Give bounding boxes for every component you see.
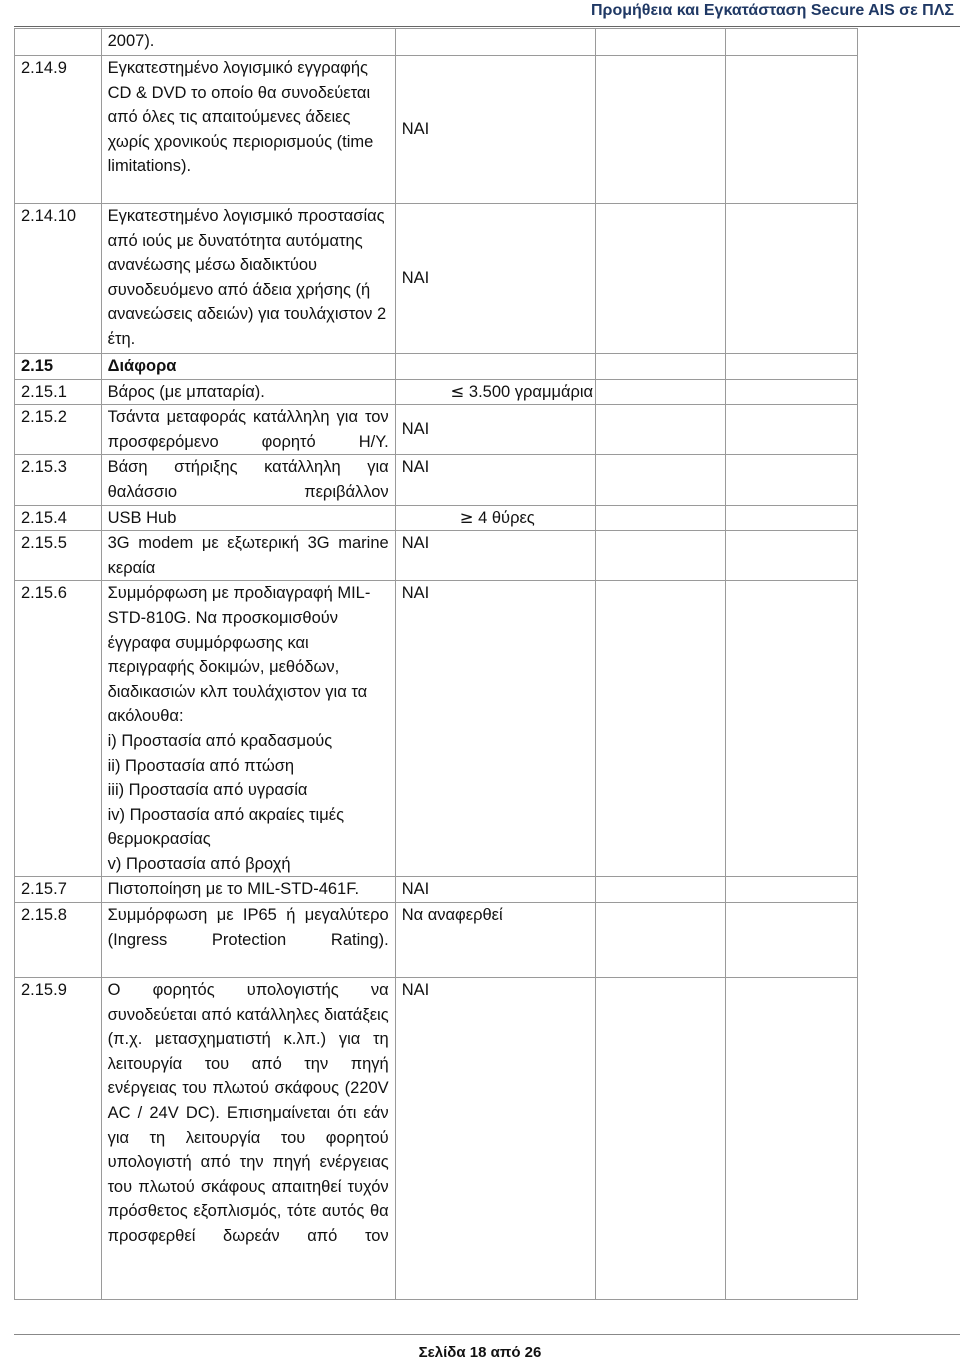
item-description: Πιστοποίηση με το MIL-STD-461F. — [101, 877, 395, 903]
item-requirement: Να αναφερθεί — [395, 903, 595, 978]
reference-cell — [726, 56, 858, 204]
item-number: 2.15.2 — [15, 405, 102, 455]
item-description: 2007). — [101, 29, 395, 56]
requirement-value: 3.500 γραμμάρια — [468, 382, 594, 401]
header-divider — [14, 26, 960, 27]
description-list-item: ii) Προστασία από πτώση — [107, 756, 295, 775]
table-row — [15, 505, 858, 531]
item-number: 2.15.5 — [15, 531, 102, 581]
answer-cell — [596, 877, 726, 903]
item-number: 2.15.6 — [15, 581, 102, 877]
less-or-equal-symbol: ≤ — [450, 381, 465, 401]
description-list-item: i) Προστασία από κραδασμούς — [107, 731, 333, 750]
item-description: Βάρος (με μπαταρία). — [101, 379, 395, 405]
reference-cell — [726, 354, 858, 380]
item-description: USB Hub — [101, 505, 395, 531]
table-row — [15, 903, 858, 978]
item-description: Εγκατεστημένο λογισμικό προστασίας από ιούς με δυνατότητα αυτόματης ανανέωσης μέσω διαδικτύου συνοδευόμενο από άδεια χρήσης (ή ανανεώσεις αδειών) για τουλάχιστον 2 έτη. — [101, 204, 395, 354]
reference-cell — [726, 531, 858, 581]
item-number: 2.15.7 — [15, 877, 102, 903]
item-description: 3G modem με εξωτερική 3G marine κεραία — [101, 531, 395, 581]
section-row — [15, 354, 858, 380]
reference-cell — [726, 29, 858, 56]
reference-cell — [726, 405, 858, 455]
item-requirement: ΝΑΙ — [395, 204, 595, 354]
item-number: 2.14.9 — [15, 56, 102, 204]
item-description: Εγκατεστημένο λογισμικό εγγραφής CD & DVD το οποίο θα συνοδεύεται από όλες τις απαιτούμενες άδειες χωρίς χρονικούς περιορισμούς (time limitations). — [101, 56, 395, 204]
description-list-item: v) Προστασία από βροχή — [107, 854, 291, 873]
answer-cell — [596, 405, 726, 455]
section-title: Διάφορα — [101, 354, 395, 380]
item-number: 2.15.1 — [15, 379, 102, 405]
table-row — [15, 455, 858, 505]
answer-cell — [596, 903, 726, 978]
item-requirement: ΝΑΙ — [395, 877, 595, 903]
page-number: Σελίδα 18 από 26 — [418, 1344, 542, 1361]
table-row — [15, 29, 858, 56]
item-requirement: ΝΑΙ — [395, 405, 595, 455]
item-requirement — [395, 354, 595, 380]
table-row — [15, 405, 858, 455]
reference-cell — [726, 204, 858, 354]
answer-cell — [596, 505, 726, 531]
footer-divider — [14, 1334, 960, 1335]
item-requirement: ΝΑΙ — [395, 531, 595, 581]
reference-cell — [726, 877, 858, 903]
requirement-value: 4 θύρες — [478, 508, 535, 527]
item-number: 2.15.4 — [15, 505, 102, 531]
answer-cell — [596, 204, 726, 354]
answer-cell — [596, 581, 726, 877]
reference-cell — [726, 379, 858, 405]
answer-cell — [596, 29, 726, 56]
reference-cell — [726, 505, 858, 531]
item-requirement: ΝΑΙ — [395, 978, 595, 1300]
description-list-item: iii) Προστασία από υγρασία — [107, 781, 308, 800]
item-number: 2.14.10 — [15, 204, 102, 354]
item-number: 2.15.9 — [15, 978, 102, 1300]
item-requirement: ΝΑΙ — [395, 56, 595, 204]
item-description: Βάση στήριξης κατάλληλη για θαλάσσιο περιβάλλον — [101, 455, 395, 505]
description-list-item: iv) Προστασία από ακραίες τιμές θερμοκρασίας — [107, 805, 345, 849]
answer-cell — [596, 531, 726, 581]
item-requirement: ΝΑΙ — [395, 455, 595, 505]
greater-or-equal-symbol: ≥ — [459, 507, 474, 527]
answer-cell — [596, 379, 726, 405]
item-requirement — [395, 379, 595, 405]
section-number: 2.15 — [15, 354, 102, 380]
answer-cell — [596, 56, 726, 204]
specifications-table — [14, 28, 858, 1300]
item-description: Ο φορητός υπολογιστής να συνοδεύεται από κατάλληλες διατάξεις (π.χ. μετασχηματιστή κ.λπ.) για τη λειτουργία του από την πηγή ενέργειας του πλωτού σκάφους (220V AC / 24V DC). Επισημαίνεται ότι εάν για τη λειτουργία του φορητού υπολογιστή από την πηγή ενέργειας του πλωτού σκάφους απαιτηθεί τυχόν πρόσθετος εξοπλισμός, τότε αυτός θα προσφερθεί δωρεάν από τον — [101, 978, 395, 1300]
reference-cell — [726, 581, 858, 877]
running-header-title: Προμήθεια και Εγκατάσταση Secure AIS σε ΠΛΣ — [591, 2, 954, 19]
item-requirement: ΝΑΙ — [395, 581, 595, 877]
reference-cell — [726, 903, 858, 978]
table-row — [15, 379, 858, 405]
table-row — [15, 877, 858, 903]
table-row — [15, 581, 858, 877]
item-requirement — [395, 29, 595, 56]
item-number — [15, 29, 102, 56]
answer-cell — [596, 354, 726, 380]
table-row — [15, 204, 858, 354]
item-description — [101, 581, 395, 877]
item-description: Συμμόρφωση με IP65 ή μεγαλύτερο (Ingress Protection Rating). — [101, 903, 395, 978]
table-row — [15, 531, 858, 581]
item-number: 2.15.8 — [15, 903, 102, 978]
reference-cell — [726, 978, 858, 1300]
answer-cell — [596, 455, 726, 505]
description-intro: Συμμόρφωση με προδιαγραφή MIL-STD-810G. Να προσκομισθούν έγγραφα συμμόρφωσης και περιγραφής δοκιμών, μεθόδων, διαδικασιών κλπ τουλάχιστον για τα ακόλουθα: — [107, 584, 371, 726]
table-row — [15, 978, 858, 1300]
table-row — [15, 56, 858, 204]
item-description: Τσάντα μεταφοράς κατάλληλη για τον προσφερόμενο φορητό Η/Υ. — [101, 405, 395, 455]
reference-cell — [726, 455, 858, 505]
answer-cell — [596, 978, 726, 1300]
item-number: 2.15.3 — [15, 455, 102, 505]
item-requirement — [395, 505, 595, 531]
